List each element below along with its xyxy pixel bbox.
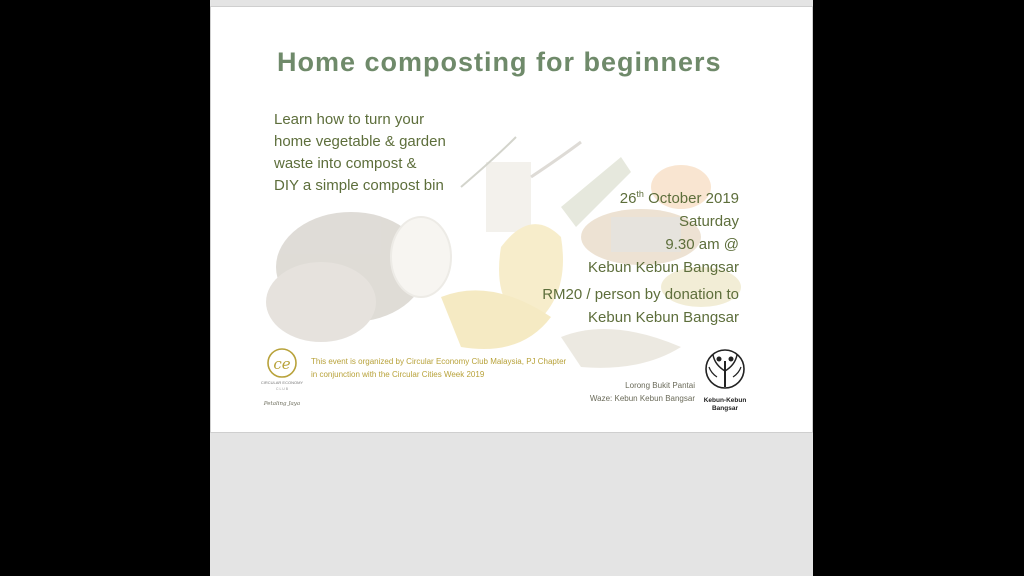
event-weekday: Saturday [678,213,739,230]
date-day: 26 [619,190,637,207]
event-details [542,187,739,329]
organizer-note [311,355,566,381]
waze-line: Waze: Kebun Kebun Bangsar [589,394,695,403]
date-month-year: October 2019 [643,190,739,207]
intro-line: waste into compost & [274,155,417,172]
ce-logo-tagline: Petaling Jaya [263,401,301,407]
ce-logo-sub: C L U B [275,387,289,391]
circular-economy-club-logo [259,347,305,412]
document-viewer[interactable] [210,0,813,576]
venue-address [590,379,695,405]
event-time: 9.30 am @ [665,236,739,253]
intro-line: DIY a simple compost bin [274,177,444,194]
date-suffix: th [636,189,644,199]
ce-logo-name: CIRCULAR ECONOMY [260,380,304,385]
event-beneficiary: Kebun Kebun Bangsar [588,309,739,326]
poster-page [210,6,813,433]
intro-line: home vegetable & garden [274,133,446,150]
kkb-logo-line2: Bangsar [711,405,739,412]
ce-logo-mark: ce [273,355,291,373]
poster-title: Home composting for beginners [277,47,722,77]
address-line: Lorong Bukit Pantai [625,381,695,390]
intro-line: Learn how to turn your [274,111,425,128]
event-venue: Kebun Kebun Bangsar [588,259,739,276]
organizer-line: in conjunction with the Circular Cities Week 2019 [311,370,485,379]
event-price: RM20 / person by donation to [542,286,739,303]
event-date [542,187,739,210]
intro-text [274,109,474,197]
kebun-kebun-bangsar-logo [699,347,751,419]
organizer-line: This event is organized by Circular Economy Club Malaysia, PJ Chapter [311,357,567,366]
kkb-logo-line1: Kebun-Kebun [703,397,747,404]
